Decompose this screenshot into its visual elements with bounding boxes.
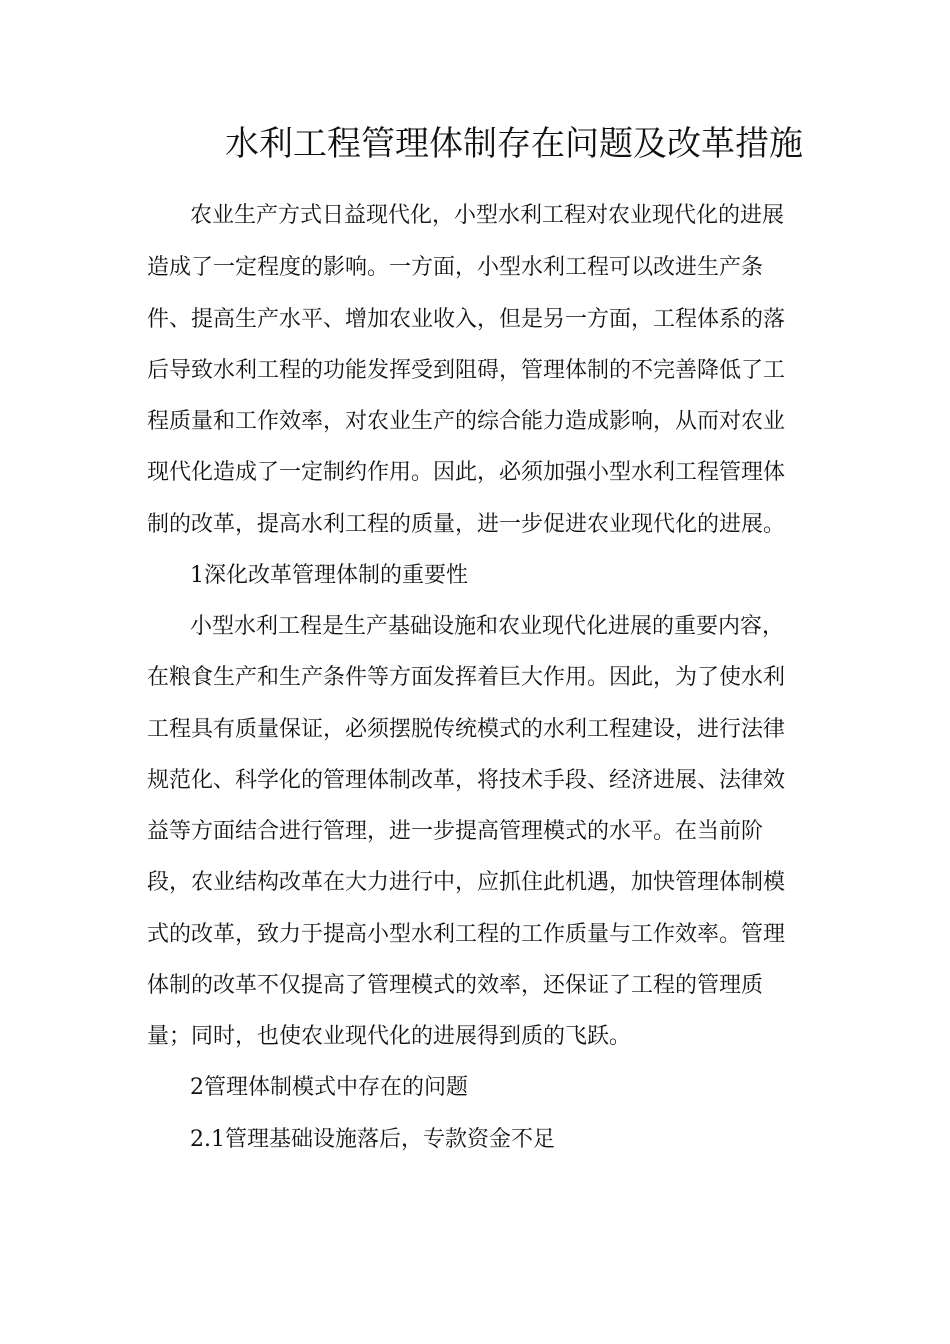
paragraph-line: 农业生产方式日益现代化，小型水利工程对农业现代化的进展 [190, 203, 785, 228]
section-heading: 1深化改革管理体制的重要性 [190, 563, 468, 588]
paragraph-line: 规范化、科学化的管理体制改革，将技术手段、经济进展、法律效 [147, 768, 786, 793]
paragraph-line: 益等方面结合进行管理，进一步提高管理模式的水平。在当前阶 [147, 819, 764, 844]
paragraph-line: 小型水利工程是生产基础设施和农业现代化进展的重要内容， [190, 614, 785, 639]
paragraph-line: 后导致水利工程的功能发挥受到阻碍，管理体制的不完善降低了工 [147, 358, 786, 383]
paragraph-line: 造成了一定程度的影响。一方面，小型水利工程可以改进生产条 [147, 255, 764, 280]
paragraph-line: 制的改革，提高水利工程的质量，进一步促进农业现代化的进展。 [147, 512, 786, 537]
paragraph-line: 式的改革，致力于提高小型水利工程的工作质量与工作效率。管理 [147, 922, 786, 947]
subsection-heading: 2.1管理基础设施落后，专款资金不足 [190, 1127, 555, 1152]
paragraph-line: 段，农业结构改革在大力进行中，应抓住此机遇，加快管理体制模 [147, 870, 786, 895]
paragraph-line: 量；同时，也使农业现代化的进展得到质的飞跃。 [147, 1024, 632, 1049]
section-heading: 2管理体制模式中存在的问题 [190, 1075, 468, 1100]
paragraph-line: 件、提高生产水平、增加农业收入，但是另一方面，工程体系的落 [147, 307, 786, 332]
paragraph-line: 现代化造成了一定制约作用。因此，必须加强小型水利工程管理体 [147, 460, 786, 485]
paragraph-line: 体制的改革不仅提高了管理模式的效率，还保证了工程的管理质 [147, 973, 764, 998]
paragraph-line: 程质量和工作效率，对农业生产的综合能力造成影响，从而对农业 [147, 409, 786, 434]
document-title: 水利工程管理体制存在问题及改革措施 [225, 124, 803, 164]
paragraph-line: 工程具有质量保证，必须摆脱传统模式的水利工程建设，进行法律 [147, 717, 786, 742]
paragraph-line: 在粮食生产和生产条件等方面发挥着巨大作用。因此，为了使水利 [147, 665, 786, 690]
